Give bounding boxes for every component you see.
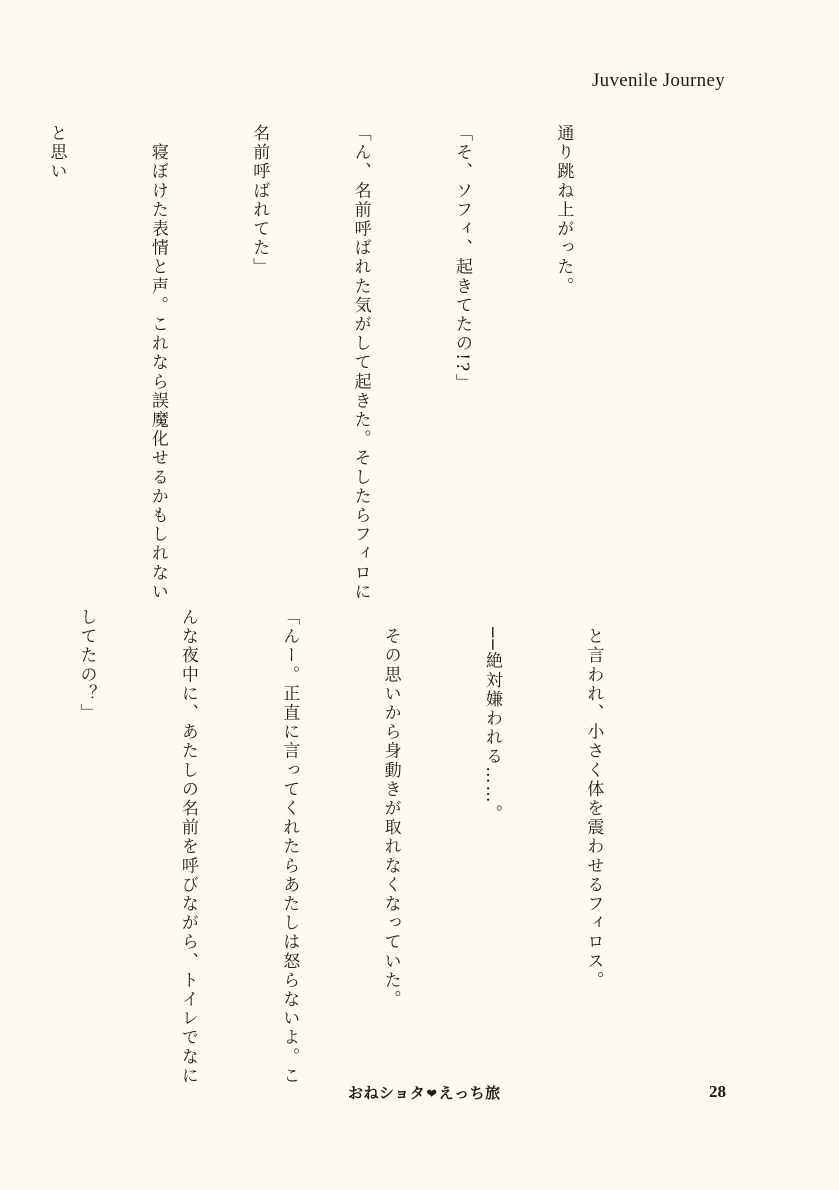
book-title-part: えっち旅 [438,1084,501,1102]
text-line: 「そ、ソフィ、起きてたの!?」 [452,124,473,393]
text-line: んな夜中に、あたしの名前を呼びながら、トイレでなに [177,608,198,1086]
lower-text-block [76,608,677,1086]
text-line: 名前呼ばれてた」 [249,124,270,277]
heart-icon: ❤ [426,1087,438,1102]
text-line [0,608,1,1053]
text-line: 「ん、名前呼ばれた気がして起きた。そしたらフィロに [350,124,371,602]
text-line: と言われ、小さく体を震わせるフィロス。 [583,608,604,990]
text-line: その思いから身動きが取れなくなっていた。 [380,608,401,1010]
running-header: Juvenile Journey [591,70,725,91]
text-line: 通り跳ね上がった。 [553,124,574,296]
book-title-part: おねショタ [348,1084,426,1102]
upper-text-block [46,124,647,602]
book-title-footer [348,1082,501,1103]
text-line: ──絶対嫌われる……。 [482,608,503,824]
text-line: 寝ぼけた表情と声。これなら誤魔化せるかもしれない [147,124,168,602]
page-number: 28 [709,1082,726,1101]
text-line: 「んー。正直に言ってくれたらあたしは怒らないよ。こ [279,608,300,1086]
text-line: と思い [46,124,67,182]
text-line: してたの？」 [76,608,97,723]
